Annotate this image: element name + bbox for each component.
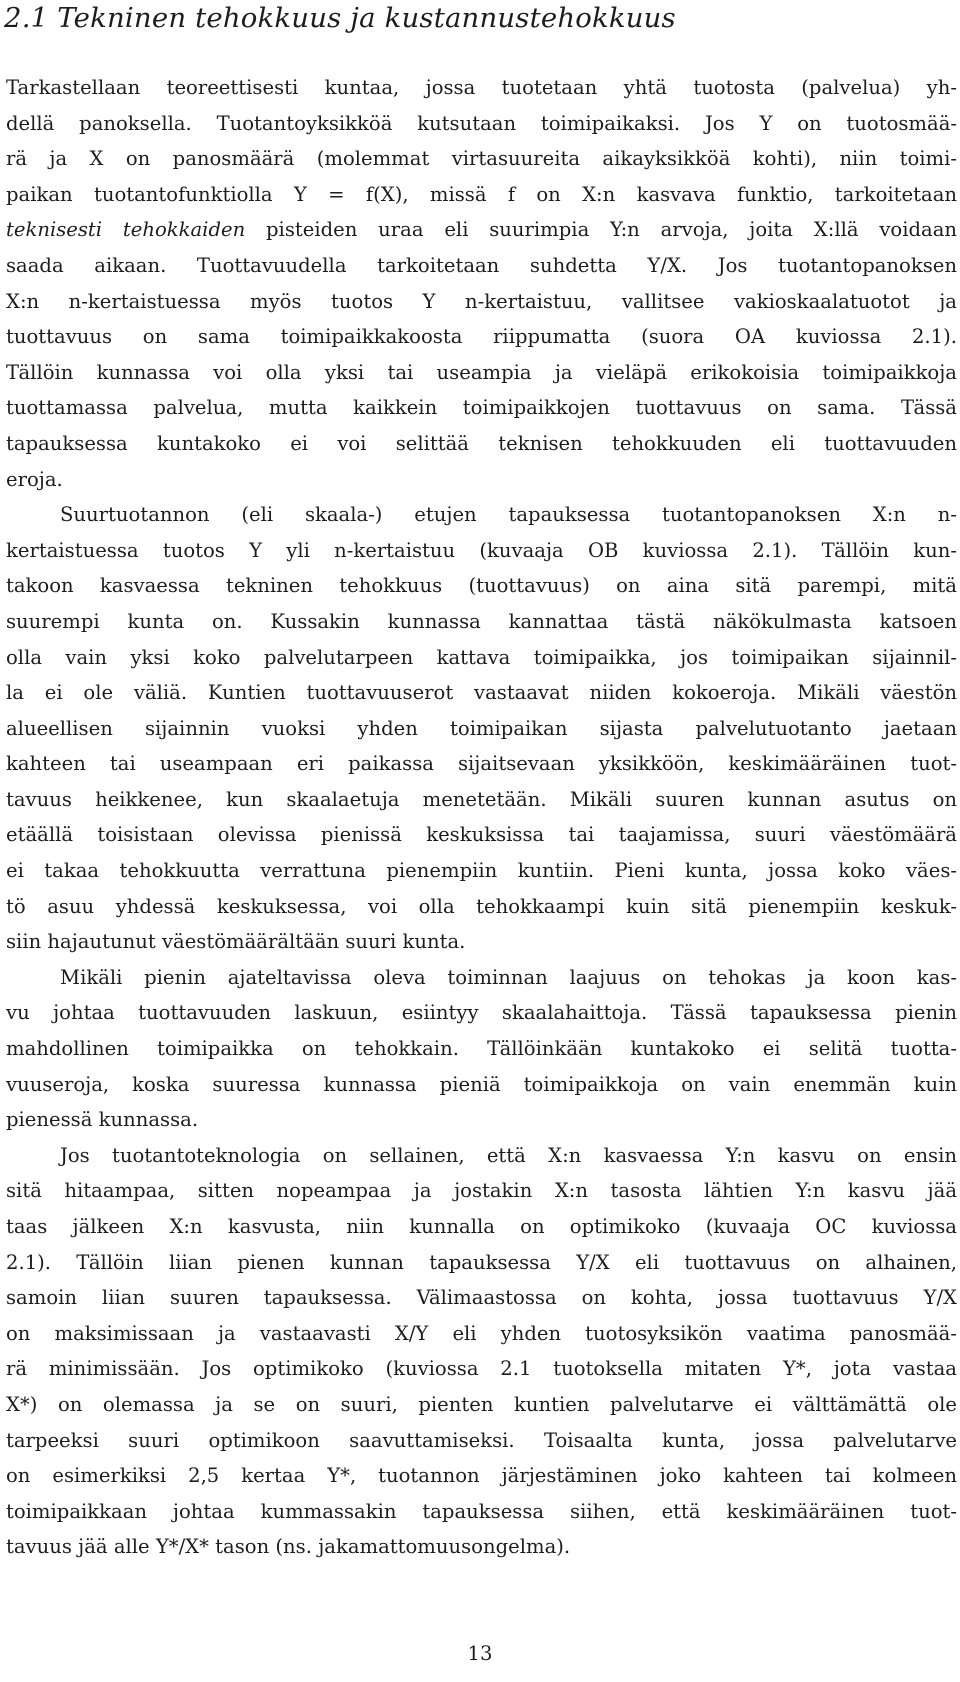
paragraph <box>6 497 957 960</box>
text-line: kertaistuessa tuotos Y yli n-kertaistuu (kuvaaja OB kuviossa 2.1). Tällöin kun- <box>6 538 957 562</box>
text-line: Tällöin kunnassa voi olla yksi tai useampia ja vieläpä erikokoisia toimipaikkoja <box>6 360 957 384</box>
text-line: ei takaa tehokkuutta verrattuna pienempiin kuntiin. Pieni kunta, jossa koko väes- <box>6 859 957 883</box>
text-line: olla vain yksi koko palvelutarpeen kattava toimipaikka, jos toimipaikan sijainnil- <box>6 645 957 669</box>
page-number: 13 <box>467 1642 493 1665</box>
text-line: tarpeeksi suuri optimikoon saavuttamiseksi. Toisaalta kunta, jossa palvelutarve <box>6 1428 957 1452</box>
text-line: sitä hitaampaa, sitten nopeampaa ja jostakin X:n tasosta lähtien Y:n kasvu jää <box>6 1179 957 1203</box>
text-line: suurempi kunta on. Kussakin kunnassa kannattaa tästä näkökulmasta katsoen <box>6 609 957 633</box>
section-heading: 2.1 Tekninen tehokkuus ja kustannustehokkuus <box>4 2 676 34</box>
text-line: la ei ole väliä. Kuntien tuottavuuserot vastaavat niiden kokoeroja. Mikäli väestön <box>6 681 957 705</box>
text-line: tuottavuus on sama toimipaikkakoosta riippumatta (suora OA kuviossa 2.1). <box>6 325 957 349</box>
text-line <box>6 212 957 248</box>
text-line: samoin liian suuren tapauksessa. Välimaastossa on kohta, jossa tuottavuus Y/X <box>6 1286 957 1310</box>
text-line: kahteen tai useampaan eri paikassa sijaitsevaan yksikköön, keskimääräinen tuot- <box>6 752 957 776</box>
text-line: saada aikaan. Tuottavuudella tarkoitetaan suhdetta Y/X. Jos tuotantopanoksen <box>6 253 957 277</box>
text-line: taas jälkeen X:n kasvusta, niin kunnalla on optimikoko (kuvaaja OC kuviossa <box>6 1215 957 1238</box>
text-line: X:n n-kertaistuessa myös tuotos Y n-kertaistuu, vallitsee vakioskaalatuotot ja <box>6 289 957 313</box>
text-line: on maksimissaan ja vastaavasti X/Y eli yhden tuotosyksikön vaatima panosmää- <box>6 1321 957 1345</box>
paragraph <box>6 960 957 1138</box>
text-line: pienessä kunnassa. <box>6 1108 199 1132</box>
text-line: 2.1). Tällöin liian pienen kunnan tapauksessa Y/X eli tuottavuus on alhainen, <box>6 1250 957 1274</box>
text-line: takoon kasvaessa tekninen tehokkuus (tuottavuus) on aina sitä parempi, mitä <box>6 574 957 598</box>
text-line: on esimerkiksi 2,5 kertaa Y*, tuotannon järjestäminen joko kahteen tai kolmeen <box>6 1464 957 1488</box>
text-line: tapauksessa kuntakoko ei voi selittää teknisen tehokkuuden eli tuottavuuden <box>6 431 957 455</box>
text-line-rest: pisteiden uraa eli suurimpia Y:n arvoja, joita X:llä voidaan <box>245 218 958 242</box>
text-line: tavuus jää alle Y*/X* tason (ns. jakamattomuusongelma). <box>6 1535 571 1559</box>
text-line: rä ja X on panosmäärä (molemmat virtasuureita aikayksikköä kohti), niin toimi- <box>6 147 957 171</box>
text-line: etäällä toisistaan olevissa pienissä keskuksissa tai taajamissa, suuri väestömäärä <box>6 823 957 847</box>
text-line: tuottamassa palvelua, mutta kaikkein toimipaikkojen tuottavuus on sama. Tässä <box>6 396 957 420</box>
text-line: toimipaikkaan johtaa kummassakin tapauksessa siihen, että keskimääräinen tuot- <box>6 1499 957 1523</box>
text-line: vuuseroja, koska suuressa kunnassa pieniä toimipaikkoja on vain enemmän kuin <box>6 1072 957 1096</box>
italic-term: teknisesti tehokkaiden <box>6 218 246 242</box>
text-line: Jos tuotantoteknologia on sellainen, että X:n kasvaessa Y:n kasvu on ensin <box>60 1143 957 1167</box>
text-line: eroja. <box>6 467 63 491</box>
text-line: vu johtaa tuottavuuden laskuun, esiintyy skaalahaittoja. Tässä tapauksessa pienin <box>6 1001 957 1025</box>
body-text <box>6 70 957 1565</box>
text-line: X*) on olemassa ja se on suuri, pienten kuntien palvelutarve ei välttämättä ole <box>6 1392 957 1416</box>
text-line: siin hajautunut väestömäärältään suuri kunta. <box>6 930 466 954</box>
text-line: paikan tuotantofunktiolla Y = f(X), missä f on X:n kasvava funktio, tarkoitetaan <box>6 182 957 206</box>
paragraph <box>6 1138 957 1565</box>
text-line: rä minimissään. Jos optimikoko (kuviossa 2.1 tuotoksella mitaten Y*, jota vastaa <box>6 1357 957 1381</box>
text-line: Mikäli pienin ajateltavissa oleva toiminnan laajuus on tehokas ja koon kas- <box>60 965 957 989</box>
text-line: tavuus heikkenee, kun skaalaetuja menetetään. Mikäli suuren kunnan asutus on <box>6 787 957 811</box>
text-line: tö asuu yhdessä keskuksessa, voi olla tehokkaampi kuin sitä pienempiin keskuk- <box>6 894 957 918</box>
text-line: Tarkastellaan teoreettisesti kuntaa, jossa tuotetaan yhtä tuotosta (palvelua) yh- <box>6 76 957 99</box>
paragraph <box>6 70 957 497</box>
text-line: Suurtuotannon (eli skaala-) etujen tapauksessa tuotantopanoksen X:n n- <box>60 503 957 527</box>
text-line: mahdollinen toimipaikka on tehokkain. Tällöinkään kuntakoko ei selitä tuotta- <box>6 1037 957 1061</box>
text-line: dellä panoksella. Tuotantoyksikköä kutsutaan toimipaikaksi. Jos Y on tuotosmää- <box>6 111 957 135</box>
text-line: alueellisen sijainnin vuoksi yhden toimipaikan sijasta palvelutuotanto jaetaan <box>6 716 957 740</box>
